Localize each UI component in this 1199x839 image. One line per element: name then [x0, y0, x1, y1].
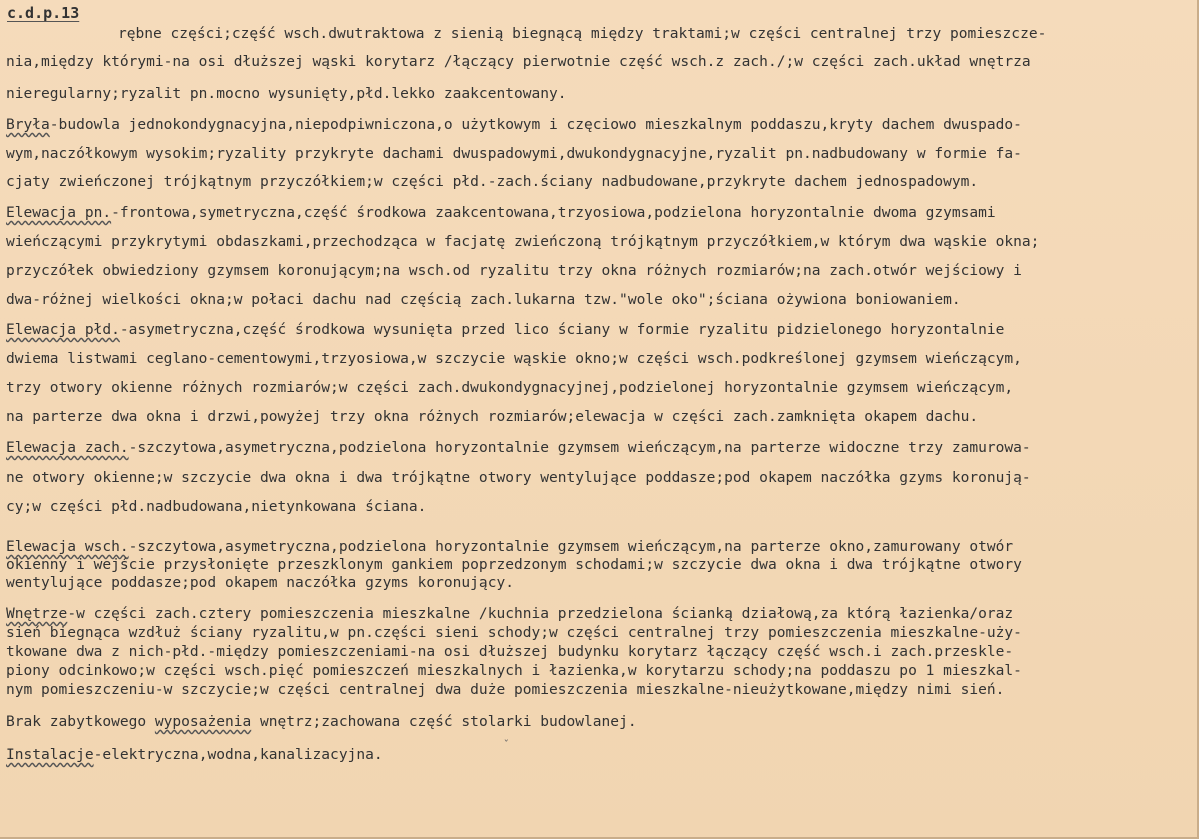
- section-wnetrze-line: Wnętrze-w części zach.cztery pomieszczenia mieszkalne /kuchnia przedzielona ścianką działową,za którą łazienka/oraz: [6, 605, 1014, 622]
- section-heading: Bryła: [6, 116, 50, 133]
- text-line: piony odcinkowo;w części wsch.pięć pomieszczeń mieszkalnych i łazienka,w korytarzu schody;na poddaszu po 1 mieszkal-: [6, 662, 1022, 679]
- text-line: nia,między którymi-na osi dłuższej wąski korytarz /łączący pierwotnie część wsch.z zach./;w części zach.układ wnętrza: [6, 53, 1031, 70]
- section-heading: Elewacja zach.: [6, 439, 129, 456]
- text-line: trzy otwory okienne różnych rozmiarów;w części zach.dwukondygnacyjnej,podzielonej horyzontalnie gzymsem wieńczącym,: [6, 379, 1014, 396]
- section-heading: Wnętrze: [6, 605, 68, 622]
- text-line: wieńczącymi przykrytymi obdaszkami,przechodząca w facjatę zwieńczoną trójkątnym przyczółkiem,w którym dwa wąskie okna;: [6, 233, 1040, 250]
- text-line: dwa-różnej wielkości okna;w połaci dachu nad częścią zach.lukarna tzw."wole oko";ściana ożywiona boniowaniem.: [6, 291, 961, 308]
- furnishing-line: Brak zabytkowego wyposażenia wnętrz;zachowana część stolarki budowlanej.: [6, 713, 637, 730]
- installations-line: Instalacje-elektryczna,wodna,kanalizacyjna.: [6, 746, 383, 763]
- section-heading: Elewacja pn.: [6, 204, 112, 221]
- text-line: okienny i wejście przysłonięte przeszklonym gankiem poprzedzonym schodami;w szczycie dwa okna i dwa trójkątne otwory: [6, 556, 1022, 573]
- section-elewacja-pld-line: Elewacja płd.-asymetryczna,część środkowa wysunięta przed lico ściany w formie ryzalitu pidzielonego horyzontalnie: [6, 321, 1005, 338]
- section-heading: Elewacja wsch.: [6, 538, 129, 555]
- text-line: wym,naczółkowym wysokim;ryzality przykryte dachami dwuspadowymi,dwukondygnacyjne,ryzalit pn.nadbudowany w formie fa-: [6, 145, 1022, 162]
- text-line: cjaty zwieńczonej trójkątnym przyczółkiem;w części płd.-zach.ściany nadbudowane,przykryte dachem jednospadowym.: [6, 173, 979, 190]
- text-line: sień biegnąca wzdłuż ściany ryzalitu,w pn.części sieni schody;w części centralnej trzy pomieszczenia mieszkalne-uży-: [6, 624, 1022, 641]
- text-line: nym pomieszczeniu-w szczycie;w części centralnej dwa duże pomieszczenia mieszkalne-nieużytkowane,między nimi sień.: [6, 681, 1005, 698]
- text-line: dwiema listwami ceglano-cementowymi,trzyosiowa,w szczycie wąskie okno;w części wsch.podkreślonej gzymsem wieńczącym,: [6, 350, 1022, 367]
- text-line: wentylujące poddasze;pod okapem naczółka gzyms koronujący.: [6, 574, 514, 591]
- text-line: ne otwory okienne;w szczycie dwa okna i dwa trójkątne otwory wentylujące poddasze;pod okapem naczółka gzyms koronują-: [6, 469, 1031, 486]
- section-heading: wyposażenia: [154, 713, 252, 730]
- section-elewacja-zach-line: Elewacja zach.-szczytowa,asymetryczna,podzielona horyzontalnie gzymsem wieńczącym,na parterze widoczne trzy zamurowa-: [6, 439, 1031, 456]
- section-elewacja-pn-line: Elewacja pn.-frontowa,symetryczna,część środkowa zaakcentowana,trzyosiowa,podzielona horyzontalnie dwoma gzymsami: [6, 204, 996, 221]
- section-elewacja-wsch-line: Elewacja wsch.-szczytowa,asymetryczna,podzielona horyzontalnie gzymsem wieńczącym,na parterze okno,zamurowany otwór: [6, 538, 1014, 555]
- section-heading: Instalacje: [6, 746, 94, 763]
- section-heading: Elewacja płd.: [6, 321, 120, 338]
- page-number: c.d.p.13: [7, 4, 80, 22]
- text-line: nieregularny;ryzalit pn.mocno wysunięty,płd.lekko zaakcentowany.: [6, 85, 567, 102]
- section-bryla-line: Bryła-budowla jednokondygnacyjna,niepodpiwniczona,o użytkowym i częciowo mieszkalnym poddaszu,kryty dachem dwuspado-: [6, 116, 1022, 133]
- margin-mark: ˇ: [503, 738, 510, 751]
- text-line: tkowane dwa z nich-płd.-między pomieszczeniami-na osi dłuższej budynku korytarz łączący część wsch.i zach.przesklе-: [6, 643, 1014, 660]
- text-line: na parterze dwa okna i drzwi,powyżej trzy okna różnych rozmiarów;elewacja w części zach.zamknięta okapem dachu.: [6, 408, 979, 425]
- text-line: rębne części;część wsch.dwutraktowa z sienią biegnącą między traktami;w części centralnej trzy pomieszcze-: [118, 25, 1047, 42]
- text-line: cy;w części płd.nadbudowana,nietynkowana ściana.: [6, 498, 427, 515]
- text-line: przyczółek obwiedziony gzymsem koronującym;na wsch.od ryzalitu trzy okna różnych rozmiarów;na zach.otwór wejściowy i: [6, 262, 1022, 279]
